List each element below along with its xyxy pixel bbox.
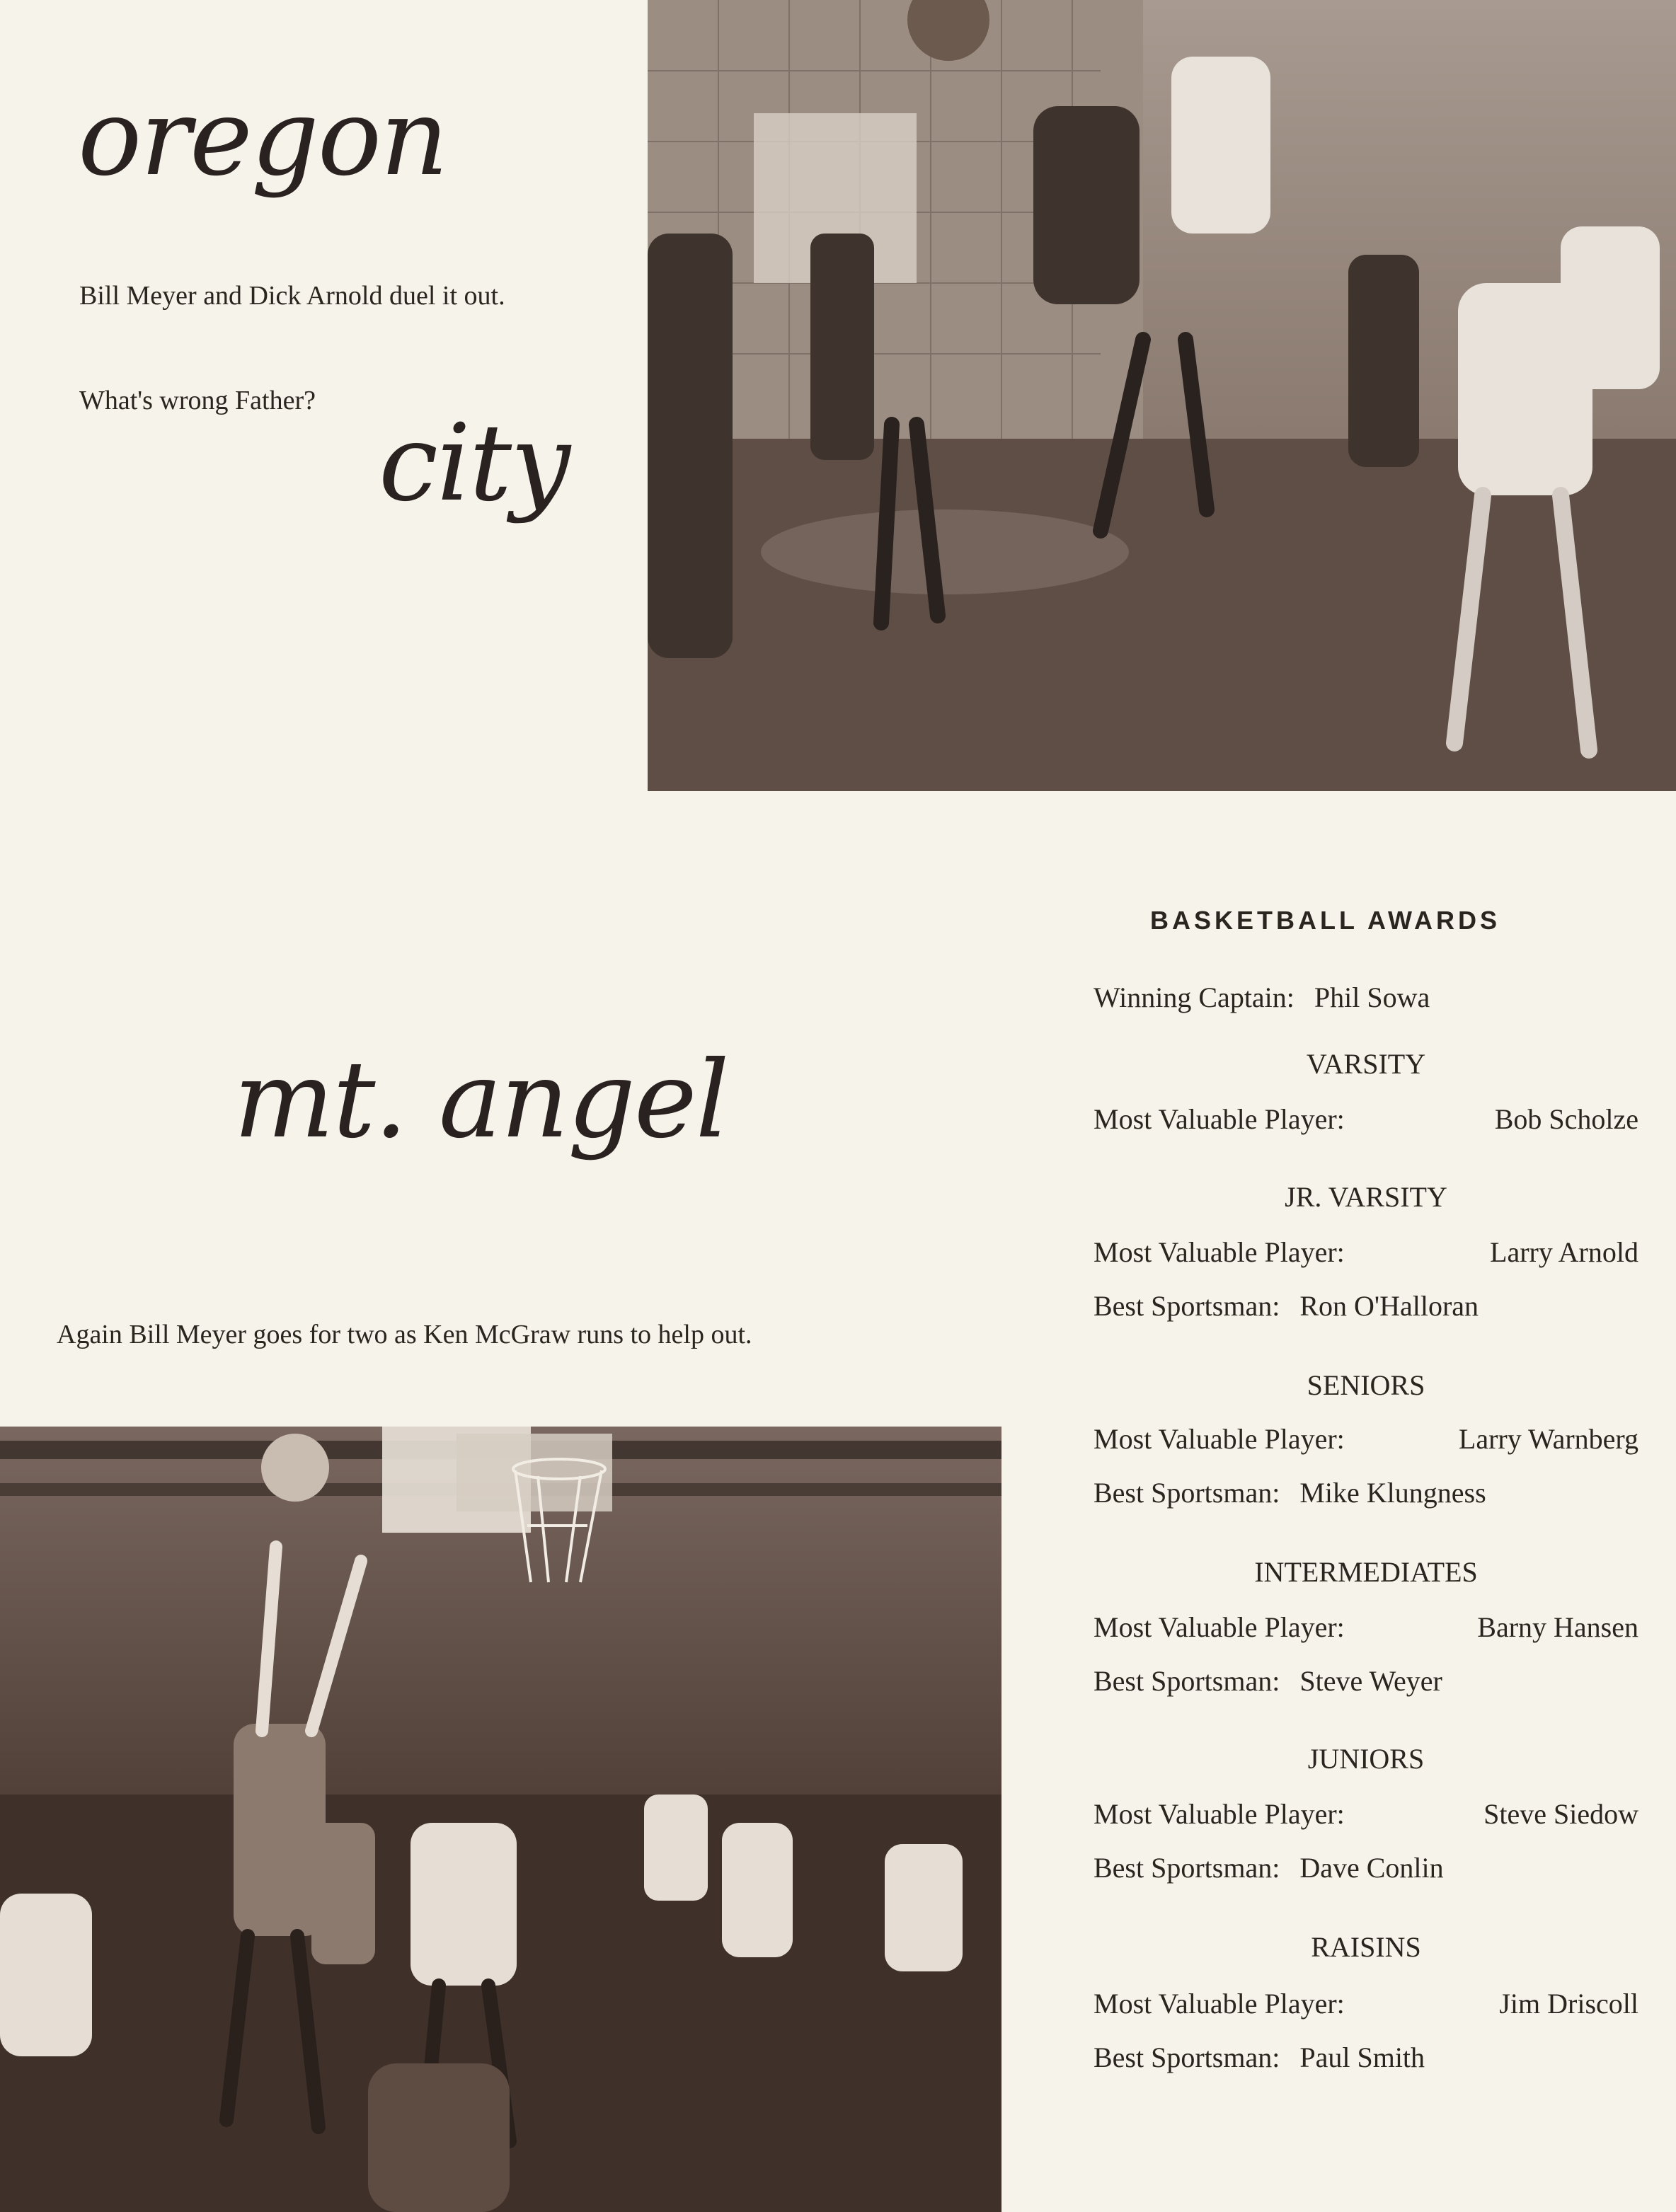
caption-father: What's wrong Father? bbox=[79, 386, 316, 415]
section-title-varsity: VARSITY bbox=[1306, 1048, 1426, 1080]
photo-mt-angel-game bbox=[0, 1427, 1001, 2212]
award-label: Best Sportsman: bbox=[1094, 1477, 1280, 1509]
award-row bbox=[1094, 1421, 1638, 1458]
section-title-juniors: JUNIORS bbox=[1307, 1743, 1425, 1775]
award-row bbox=[1094, 1986, 1638, 2022]
winning-captain-row bbox=[1094, 979, 1430, 1016]
award-row bbox=[1094, 1609, 1638, 1646]
award-label: Most Valuable Player: bbox=[1094, 1423, 1345, 1455]
award-row bbox=[1094, 1663, 1442, 1700]
award-name: Larry Warnberg bbox=[1458, 1423, 1638, 1455]
award-name: Paul Smith bbox=[1299, 2041, 1425, 2073]
award-name: Steve Siedow bbox=[1483, 1798, 1638, 1830]
award-label: Most Valuable Player: bbox=[1094, 1103, 1345, 1135]
award-label: Best Sportsman: bbox=[1094, 1665, 1280, 1697]
award-row bbox=[1094, 1288, 1479, 1325]
award-name: Bob Scholze bbox=[1494, 1103, 1638, 1135]
award-name: Phil Sowa bbox=[1314, 981, 1430, 1013]
title-mt-angel: mt. angel bbox=[234, 1039, 728, 1162]
award-label: Most Valuable Player: bbox=[1094, 1798, 1345, 1830]
award-row bbox=[1094, 1101, 1638, 1138]
award-row bbox=[1094, 1796, 1638, 1833]
award-label: Most Valuable Player: bbox=[1094, 1236, 1345, 1268]
section-title-jr-varsity: JR. VARSITY bbox=[1285, 1181, 1447, 1213]
award-row bbox=[1094, 1234, 1638, 1271]
caption-bottom: Again Bill Meyer goes for two as Ken McGraw runs to help out. bbox=[57, 1320, 752, 1349]
award-row bbox=[1094, 1850, 1444, 1886]
award-label: Best Sportsman: bbox=[1094, 1290, 1280, 1322]
award-label: Winning Captain: bbox=[1094, 981, 1295, 1013]
photo-oregon-city-game bbox=[648, 0, 1676, 791]
section-title-seniors: SENIORS bbox=[1307, 1369, 1425, 1401]
award-row bbox=[1094, 2039, 1425, 2076]
award-label: Best Sportsman: bbox=[1094, 1852, 1280, 1884]
award-label: Best Sportsman: bbox=[1094, 2041, 1280, 2073]
award-label: Most Valuable Player: bbox=[1094, 1611, 1345, 1643]
title-oregon: oregon bbox=[78, 76, 447, 200]
photo-oregon-city-illustration bbox=[648, 0, 1676, 791]
photo-mt-angel-illustration bbox=[0, 1427, 1001, 2212]
section-title-raisins: RAISINS bbox=[1311, 1931, 1421, 1963]
award-name: Dave Conlin bbox=[1299, 1852, 1444, 1884]
title-city: city bbox=[379, 402, 570, 525]
section-title-intermediates: INTERMEDIATES bbox=[1254, 1556, 1478, 1588]
award-name: Ron O'Halloran bbox=[1299, 1290, 1479, 1322]
award-name: Larry Arnold bbox=[1490, 1236, 1638, 1268]
caption-duel: Bill Meyer and Dick Arnold duel it out. bbox=[79, 281, 505, 311]
awards-heading: BASKETBALL AWARDS bbox=[1150, 906, 1501, 935]
award-name: Steve Weyer bbox=[1299, 1665, 1442, 1697]
award-label: Most Valuable Player: bbox=[1094, 1988, 1345, 2020]
award-name: Mike Klungness bbox=[1299, 1477, 1486, 1509]
award-name: Barny Hansen bbox=[1477, 1611, 1638, 1643]
award-row bbox=[1094, 1475, 1486, 1511]
award-name: Jim Driscoll bbox=[1499, 1988, 1638, 2020]
